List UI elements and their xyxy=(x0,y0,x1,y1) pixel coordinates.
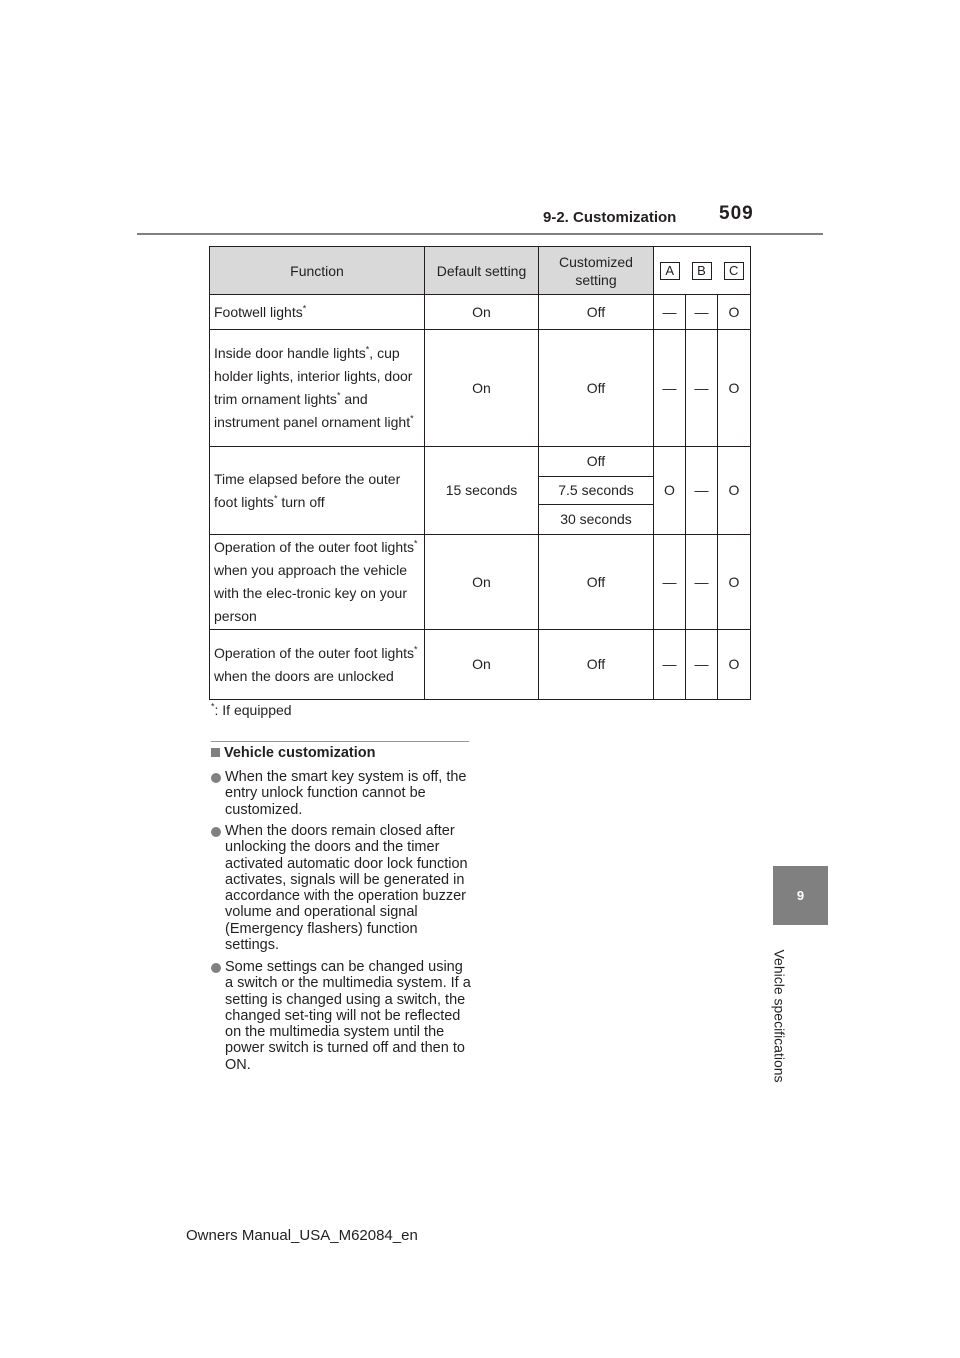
col-a-cell: — xyxy=(654,295,686,330)
function-cell xyxy=(210,330,425,447)
footnote-mark: * xyxy=(414,643,418,654)
function-text: when you approach the vehicle with the elec-tronic key on your person xyxy=(214,562,408,624)
list-item xyxy=(211,823,471,953)
function-text: Operation of the outer foot lights xyxy=(214,644,415,661)
customized-cell: Off xyxy=(539,630,654,700)
table-row xyxy=(210,330,751,447)
function-cell xyxy=(210,630,425,700)
function-text: , cup holder lights, interior lights, door trim ornament lights xyxy=(214,345,413,407)
footer-doc-id: Owners Manual_USA_M62084_en xyxy=(186,1227,418,1244)
section-title: 9-2. Customization xyxy=(543,209,677,226)
chapter-title-vertical xyxy=(762,934,798,1098)
col-b-cell: — xyxy=(686,330,718,447)
table-header-row xyxy=(210,247,751,295)
function-text: Inside door handle lights xyxy=(214,345,366,361)
col-c-cell: O xyxy=(718,535,751,630)
header-col-b xyxy=(686,247,718,295)
chapter-title: Vehicle specifications xyxy=(772,949,789,1083)
header-customized-setting: Customized setting xyxy=(539,247,654,295)
list-item xyxy=(211,769,471,818)
footnote-mark: * xyxy=(211,701,215,712)
col-b-cell: — xyxy=(686,447,718,535)
function-cell xyxy=(210,535,425,630)
col-a-cell: — xyxy=(654,330,686,447)
list-item-text: When the doors remain closed after unlocking the doors and the timer activated automatic door lock function activates, signals will be generated in accordance with the operation buzzer volume and operational signal (Emergency flashers) function settings. xyxy=(225,823,468,954)
default-cell: On xyxy=(425,295,539,330)
col-b-cell: — xyxy=(686,630,718,700)
footnote-mark: * xyxy=(410,413,414,424)
col-a-cell: — xyxy=(654,630,686,700)
function-cell xyxy=(210,295,425,330)
footnote-mark: * xyxy=(414,538,418,549)
header-col-c xyxy=(718,247,751,295)
table-row xyxy=(210,535,751,630)
customized-option-cell: 30 seconds xyxy=(539,505,654,535)
bullet-dot-icon xyxy=(211,773,221,783)
col-c-label: C xyxy=(724,262,744,280)
footnote-mark: * xyxy=(336,390,341,401)
customization-table xyxy=(209,246,751,700)
section-heading-text: Vehicle customization xyxy=(224,745,376,761)
customized-cell: Off xyxy=(539,330,654,447)
col-b-cell: — xyxy=(686,535,718,630)
footnote-mark: * xyxy=(273,492,278,503)
page-number: 509 xyxy=(719,203,754,224)
default-cell: 15 seconds xyxy=(425,447,539,535)
header-function: Function xyxy=(210,247,425,295)
col-b-cell: — xyxy=(686,295,718,330)
col-c-cell: O xyxy=(718,630,751,700)
function-text: turn off xyxy=(277,493,325,510)
function-text: when the doors are unlocked xyxy=(214,667,394,684)
function-text: and instrument panel ornament light xyxy=(214,391,411,430)
customized-option-cell: 7.5 seconds xyxy=(539,477,654,505)
section-heading xyxy=(211,745,376,761)
function-text: Operation of the outer foot lights xyxy=(214,539,415,555)
table-row xyxy=(210,630,751,700)
col-c-cell: O xyxy=(718,447,751,535)
list-item-text: When the smart key system is off, the entry unlock function cannot be customized. xyxy=(225,769,467,818)
table-row xyxy=(210,295,751,330)
default-cell: On xyxy=(425,630,539,700)
customized-cell: Off xyxy=(539,535,654,630)
table-footnote xyxy=(211,702,292,718)
col-a-cell: O xyxy=(654,447,686,535)
customized-cell: Off xyxy=(539,295,654,330)
customized-option-cell: Off xyxy=(539,447,654,477)
header-divider xyxy=(137,233,823,235)
col-a-label: A xyxy=(660,262,680,280)
bullet-dot-icon xyxy=(211,827,221,837)
col-b-label: B xyxy=(692,262,712,280)
header-default-setting: Default setting xyxy=(425,247,539,295)
footnote-mark: * xyxy=(302,302,307,313)
header-col-a xyxy=(654,247,686,295)
chapter-tab[interactable]: 9 xyxy=(773,866,828,925)
col-c-cell: O xyxy=(718,330,751,447)
list-item-text: Some settings can be changed using a switch or the multimedia system. If a setting is changed using a switch, the changed set-ting will not be reflected on the multimedia system until the power switch is turned off and then to ON. xyxy=(225,959,471,1073)
table-row xyxy=(210,447,751,477)
function-text: Footwell lights xyxy=(214,303,303,320)
bullet-dot-icon xyxy=(211,963,221,973)
footnote-mark: * xyxy=(365,344,370,355)
col-a-cell: — xyxy=(654,535,686,630)
square-bullet-icon xyxy=(211,748,220,757)
default-cell: On xyxy=(425,535,539,630)
list-item xyxy=(211,959,471,1073)
col-c-cell: O xyxy=(718,295,751,330)
function-text: Time elapsed before the outer foot lights xyxy=(214,470,401,510)
function-cell xyxy=(210,447,425,535)
footnote-text: : If equipped xyxy=(214,702,292,718)
default-cell: On xyxy=(425,330,539,447)
section-divider xyxy=(211,741,469,742)
